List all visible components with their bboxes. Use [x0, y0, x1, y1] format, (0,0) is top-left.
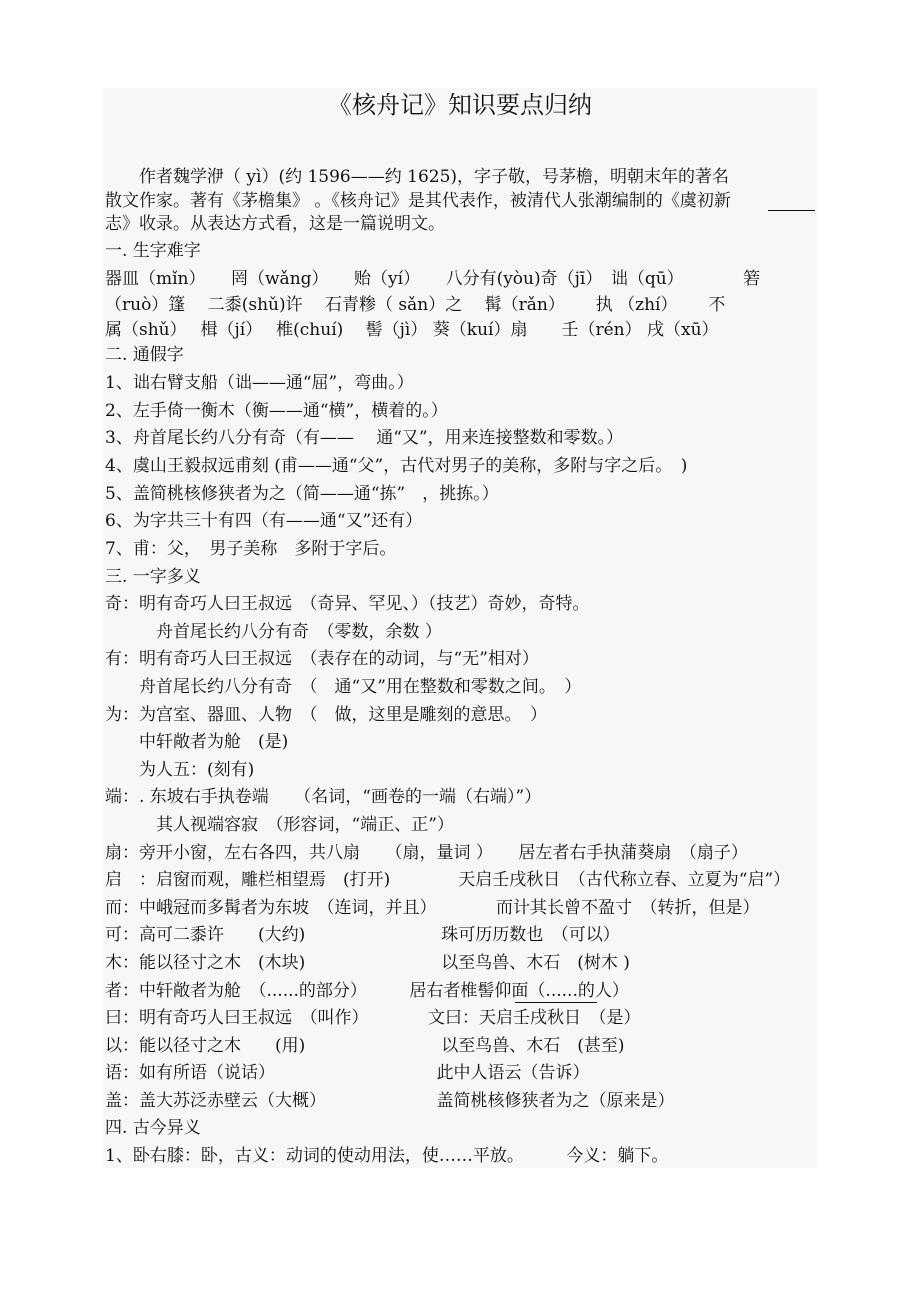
list-item: 7、甫：父， 男子美称 多附于字后。 — [105, 539, 397, 559]
intro-line: 散文作家。著有《茅檐集》 。《核舟记》是其代表作，被清代人张潮编制的《虞初新 — [105, 191, 731, 211]
list-item: 舟首尾长约八分有奇 （ 通“又”用在整数和零数之间。 ） — [105, 677, 582, 697]
list-item: 其人视端容寂 （形容词，“端正、正”） — [105, 815, 454, 835]
pronunciation-line: （ruò）篷 二黍(shǔ)许 石青糁（ sǎn）之 髯（rǎn） 执 （zhí） 不 — [105, 295, 726, 315]
section-heading: 四. 古今异义 — [105, 1118, 201, 1138]
list-item: 1、诎右臂支船（诎——通“屈”，弯曲。） — [105, 373, 414, 393]
list-item: 为人五：(刻有) — [105, 760, 255, 780]
list-item: 启 ：启窗而观，雕栏相望焉 (打开) 天启壬戌秋日 （古代称立春、立夏为“启”） — [105, 870, 791, 890]
blank-underline — [768, 210, 815, 211]
list-item: 4、虞山王毅叔远甫刻 (甫——通“父”，古代对男子的美称，多附与字之后。 ) — [105, 456, 688, 476]
list-item: 盖：盖大苏泛赤壁云（大概） 盖简桃核修狭者为之（原来是） — [105, 1091, 675, 1111]
list-item: 舟首尾长约八分有奇 （零数，余数 ） — [105, 622, 442, 642]
pronunciation-line: 属（shǔ） 楫（jí） 椎(chuí) 髻（jì） 葵（kuí）扇 壬（rén） 戌（xū） — [105, 320, 719, 340]
blank-underline — [515, 1002, 597, 1003]
list-item: 6、为字共三十有四（有——通“又”还有） — [105, 511, 423, 531]
list-item: 有：明有奇巧人曰王叔远 （表存在的动词，与“无”相对） — [105, 649, 539, 669]
list-item: 木：能以径寸之木 (木块) 以至鸟兽、木石 (树木 ) — [105, 953, 630, 973]
document-title: 《核舟记》知识要点归纳 — [328, 91, 592, 119]
intro-line: 志》收录。从表达方式看，这是一篇说明文。 — [105, 214, 445, 234]
list-item: 者：中轩敞者为舱 （......的部分） 居右者椎髻仰面（......的人） — [105, 981, 629, 1001]
list-item: 2、左手倚一衡木（衡——通“横”，横着的。） — [105, 401, 448, 421]
list-item: 为：为宫室、器皿、人物 （ 做，这里是雕刻的意思。 ） — [105, 705, 547, 725]
section-heading: 一. 生字难字 — [105, 241, 201, 261]
list-item: 曰：明有奇巧人曰王叔远 （叫作） 文曰：天启壬戌秋日 （是） — [105, 1008, 641, 1028]
list-item: 以：能以径寸之木 (用) 以至鸟兽、木石 (甚至) — [105, 1036, 625, 1056]
list-item: 扇：旁开小窗，左右各四，共八扇 （扇，量词 ） 居左者右手执蒲葵扇 （扇子） — [105, 843, 748, 863]
list-item: 端：. 东坡右手执卷端 （名词，“画卷的一端（右端）”） — [105, 787, 542, 807]
list-item: 5、盖简桃核修狭者为之（简——通“拣” ，挑拣。） — [105, 484, 499, 504]
list-item: 中轩敞者为舱 (是) — [105, 732, 289, 752]
list-item: 而：中峨冠而多髯者为东坡 （连词，并且） 而计其长曾不盈寸 （转折，但是） — [105, 898, 760, 918]
section-heading: 三. 一字多义 — [105, 567, 201, 587]
section-heading: 二. 通假字 — [105, 345, 184, 365]
intro-line: 作者魏学洢（ yì）(约 1596——约 1625)，字子敬，号茅檐，明朝末年的著名 — [105, 167, 730, 187]
list-item: 1、卧右膝：卧，古义：动词的使动用法，使……平放。 今义：躺下。 — [105, 1146, 669, 1166]
list-item: 3、舟首尾长约八分有奇（有—— 通“又”，用来连接整数和零数。） — [105, 428, 624, 448]
list-item: 语：如有所语（说话） 此中人语云（告诉） — [105, 1063, 590, 1083]
list-item: 可：高可二黍许 (大约) 珠可历历数也 （可以） — [105, 925, 620, 945]
pronunciation-line: 器皿（mǐn） 罔（wǎng） 贻（yí） 八分有(yòu)奇（jī） 诎（qū） 箬 — [105, 269, 761, 289]
list-item: 奇：明有奇巧人曰王叔远 （奇异、罕见、）（技艺）奇妙，奇特。 — [105, 594, 590, 614]
